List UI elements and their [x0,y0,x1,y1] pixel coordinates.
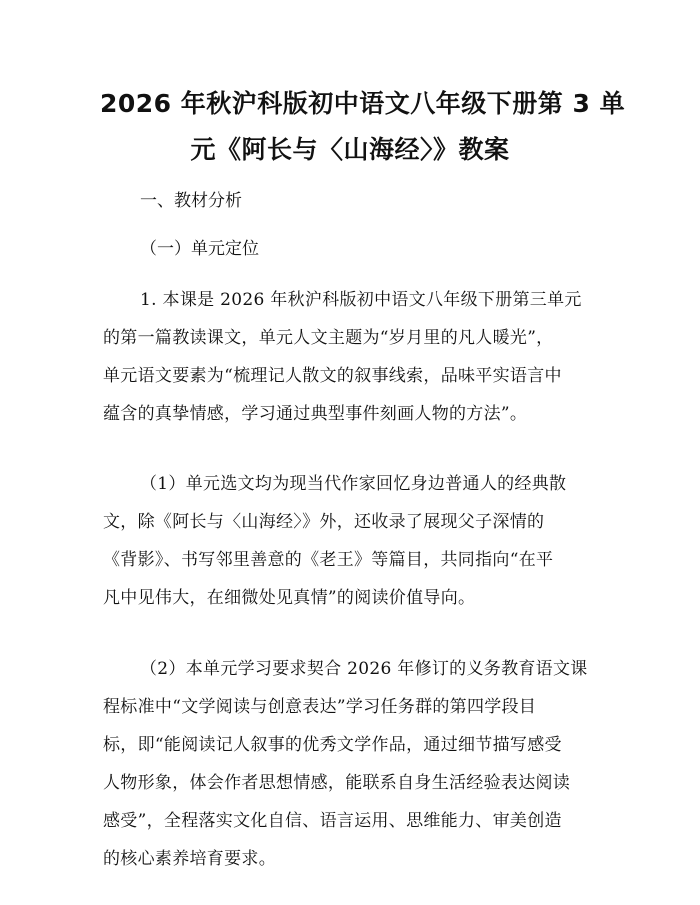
paragraph-line: （1）单元选文均为现当代作家回忆身边普通人的经典散 [140,474,567,494]
paragraph-line: （2）本单元学习要求契合 2026 年修订的义务教育语文课 [140,659,588,679]
paragraph-3 [103,650,603,878]
paragraph-line: 单元语文要素为“梳理记人散文的叙事线索，品味平实语言中 [103,366,562,386]
paragraph-1 [103,281,603,433]
section-heading: 一、教材分析 [140,191,242,211]
subsection-heading: （一）单元定位 [140,239,259,259]
paragraph-line: 标，即“能阅读记人叙事的优秀文学作品，通过细节描写感受 [103,735,562,755]
paragraph-line: 蕴含的真挚情感，学习通过典型事件刻画人物的方法”。 [103,404,528,424]
paragraph-line: 感受”，全程落实文化自信、语言运用、思维能力、审美创造 [103,811,562,831]
paragraph-2 [103,465,603,617]
paragraph-line: 人物形象，体会作者思想情感，能联系自身生活经验表达阅读 [103,773,571,793]
paragraph-line: 凡中见伟大，在细微处见真情”的阅读价值导向。 [103,588,476,608]
paragraph-line: 的第一篇教读课文，单元人文主题为“岁月里的凡人暖光”， [103,328,554,348]
paragraph-line: 1. 本课是 2026 年秋沪科版初中语文八年级下册第三单元 [140,290,582,310]
document-title-line-1: 2026 年秋沪科版初中语文八年级下册第 3 单 [100,89,626,118]
paragraph-line: 的核心素养培育要求。 [103,849,276,869]
document-title-line-2: 元《阿长与〈山海经〉》教案 [190,135,510,164]
paragraph-line: 程标准中“文学阅读与创意表达”学习任务群的第四学段目 [103,697,537,717]
paragraph-line: 《背影》、书写邻里善意的《老王》等篇目，共同指向“在平 [103,550,554,570]
paragraph-line: 文，除《阿长与〈山海经〉》外，还收录了展现父子深情的 [103,512,545,532]
